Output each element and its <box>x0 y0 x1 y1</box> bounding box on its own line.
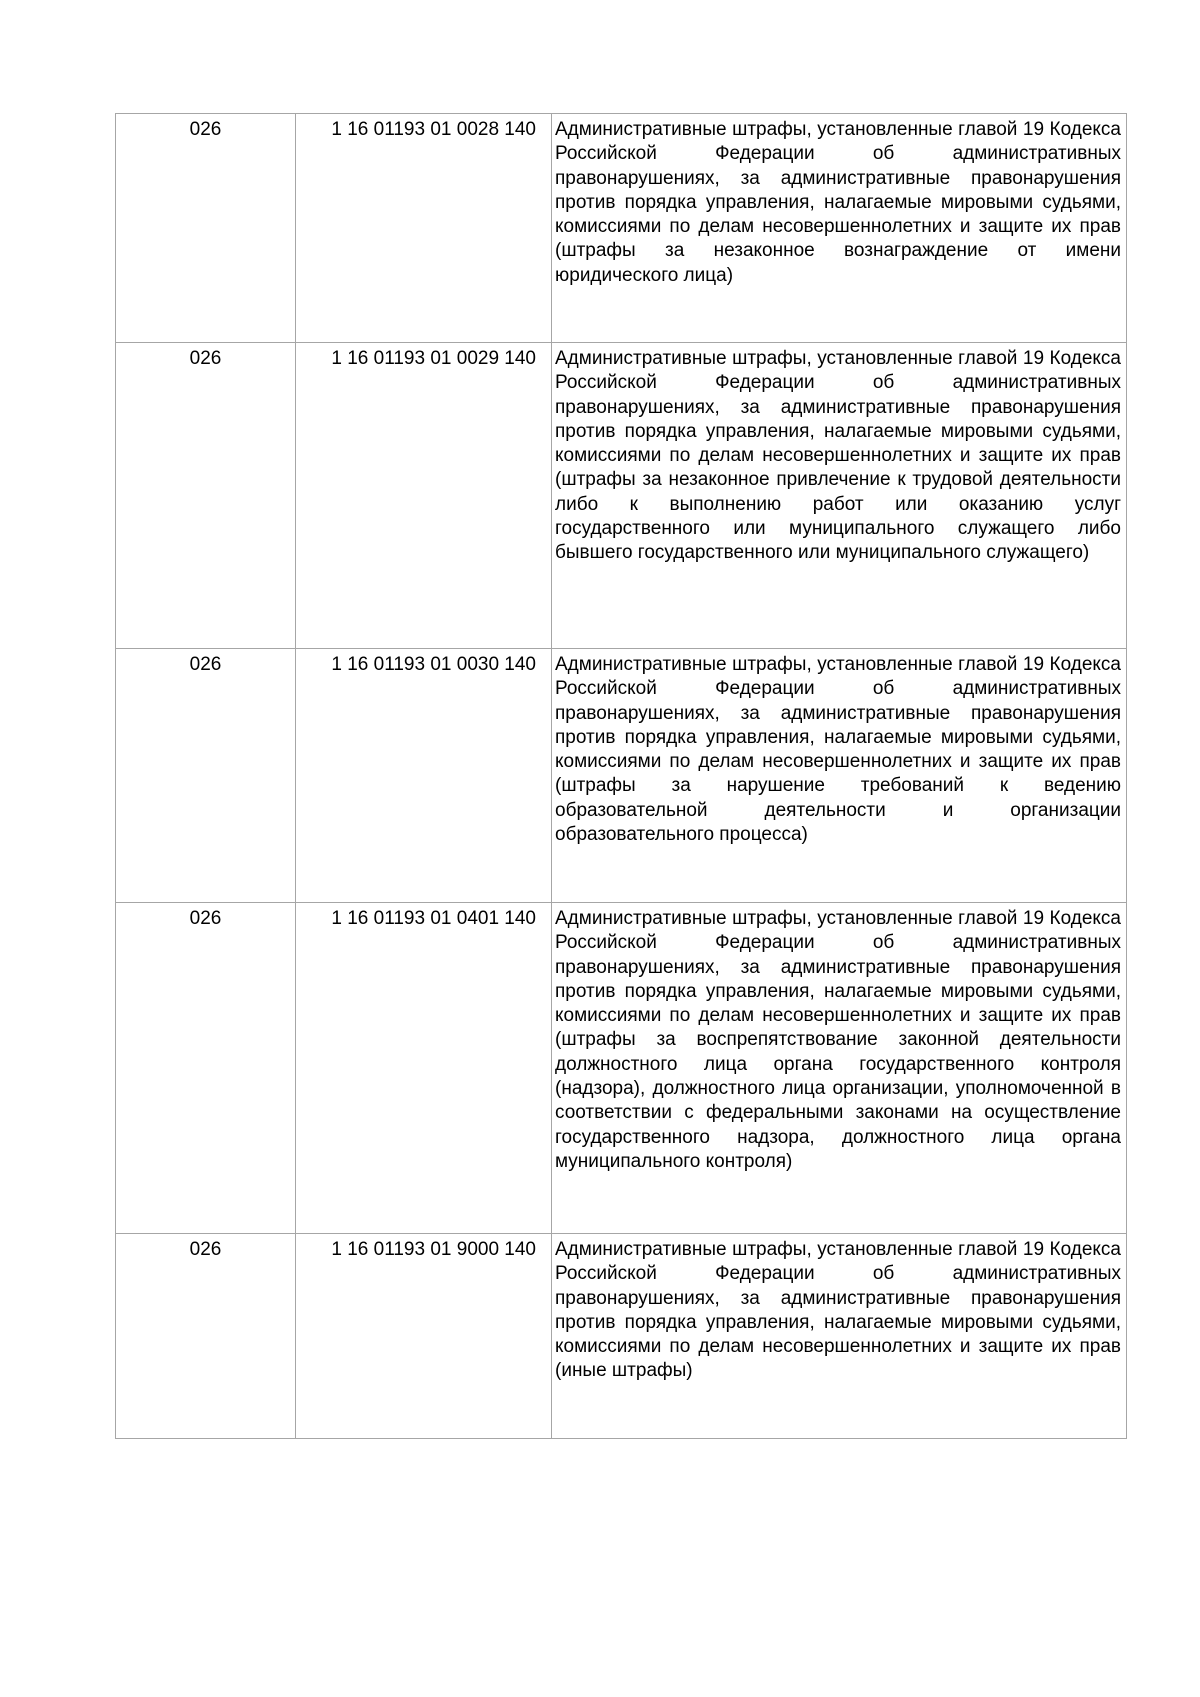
admin-code-cell: 026 <box>116 114 296 343</box>
kbk-code-cell: 1 16 01193 01 0401 140 <box>296 903 552 1234</box>
admin-code-cell: 026 <box>116 1234 296 1439</box>
table-row <box>116 903 1127 1234</box>
kbk-code-cell: 1 16 01193 01 0029 140 <box>296 343 552 649</box>
kbk-code-cell: 1 16 01193 01 9000 140 <box>296 1234 552 1439</box>
description-cell: Административные штрафы, установленные главой 19 Кодекса Российской Федерации об административных правонарушениях, за административные правонарушения против порядка управления, налагаемые мировыми судьями, комиссиями по делам несовершеннолетних и защите их прав (штрафы за незаконное привлечение к трудовой деятельности либо к выполнению работ или оказанию услуг государственного или муниципального служащего либо бывшего государственного или муниципального служащего) <box>552 343 1127 649</box>
table-row <box>116 649 1127 903</box>
admin-code-cell: 026 <box>116 903 296 1234</box>
description-cell: Административные штрафы, установленные главой 19 Кодекса Российской Федерации об административных правонарушениях, за административные правонарушения против порядка управления, налагаемые мировыми судьями, комиссиями по делам несовершеннолетних и защите их прав (иные штрафы) <box>552 1234 1127 1439</box>
description-cell: Административные штрафы, установленные главой 19 Кодекса Российской Федерации об административных правонарушениях, за административные правонарушения против порядка управления, налагаемые мировыми судьями, комиссиями по делам несовершеннолетних и защите их прав (штрафы за воспрепятствование законной деятельности должностного лица органа государственного контроля (надзора), должностного лица организации, уполномоченной в соответствии с федеральными законами на осуществление государственного надзора, должностного лица органа муниципального контроля) <box>552 903 1127 1234</box>
admin-code-cell: 026 <box>116 343 296 649</box>
table-row <box>116 1234 1127 1439</box>
description-cell: Административные штрафы, установленные главой 19 Кодекса Российской Федерации об административных правонарушениях, за административные правонарушения против порядка управления, налагаемые мировыми судьями, комиссиями по делам несовершеннолетних и защите их прав (штрафы за незаконное вознаграждение от имени юридического лица) <box>552 114 1127 343</box>
table-row <box>116 343 1127 649</box>
fines-table <box>115 113 1127 1439</box>
description-cell: Административные штрафы, установленные главой 19 Кодекса Российской Федерации об административных правонарушениях, за административные правонарушения против порядка управления, налагаемые мировыми судьями, комиссиями по делам несовершеннолетних и защите их прав (штрафы за нарушение требований к ведению образовательной деятельности и организации образовательного процесса) <box>552 649 1127 903</box>
kbk-code-cell: 1 16 01193 01 0030 140 <box>296 649 552 903</box>
admin-code-cell: 026 <box>116 649 296 903</box>
table-row <box>116 114 1127 343</box>
kbk-code-cell: 1 16 01193 01 0028 140 <box>296 114 552 343</box>
